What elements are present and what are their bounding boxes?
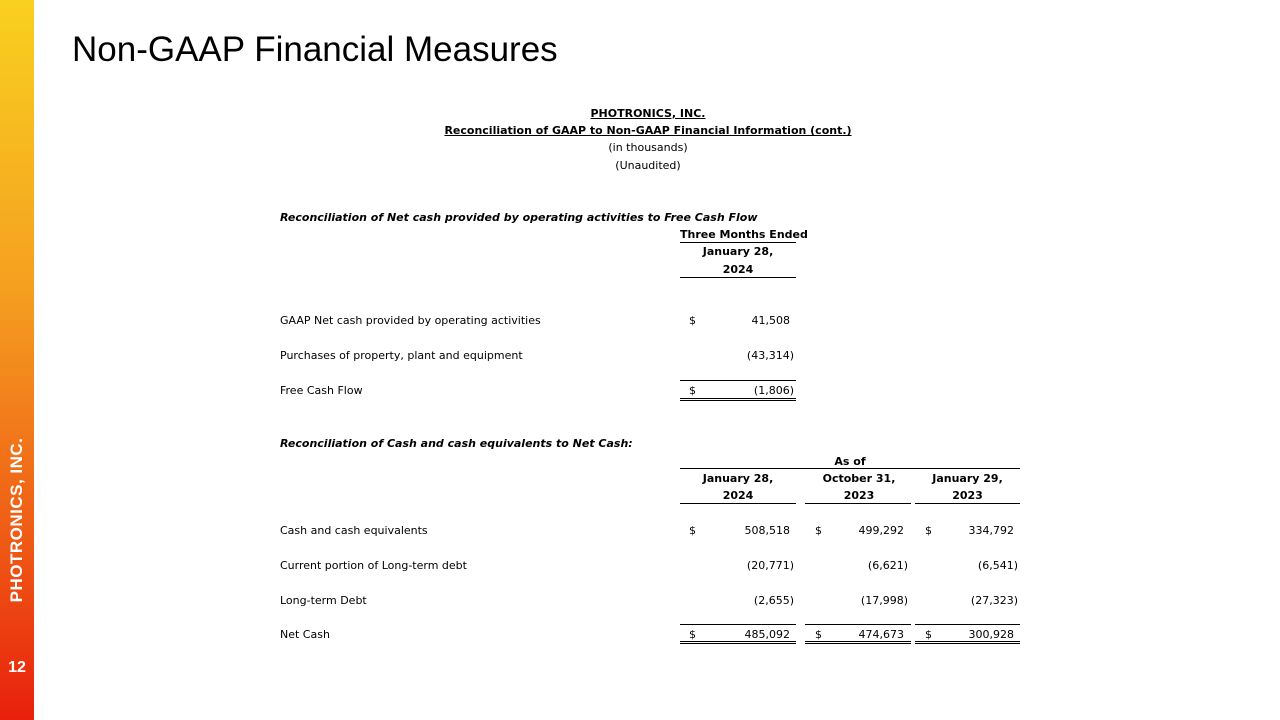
column-date-line2: 2024 xyxy=(722,489,754,502)
header-underline xyxy=(805,503,911,504)
dollar-sign: $ xyxy=(689,628,696,641)
dollar-sign: $ xyxy=(689,384,696,397)
row-value: 334,792 xyxy=(968,524,1014,537)
total-rule xyxy=(915,624,1020,625)
total-rule xyxy=(680,624,796,625)
column-date-line2: 2023 xyxy=(843,489,875,502)
row-value: 41,508 xyxy=(751,314,790,327)
row-value: (43,314) xyxy=(746,349,794,362)
dollar-sign: $ xyxy=(815,524,822,537)
brand-label: PHOTRONICS, INC. xyxy=(7,437,26,603)
row-value: 508,518 xyxy=(744,524,790,537)
row-value: (20,771) xyxy=(746,559,794,572)
page-number: 12 xyxy=(8,659,26,676)
row-label: Purchases of property, plant and equipment xyxy=(280,349,523,362)
header-underline xyxy=(915,503,1020,504)
row-value: 485,092 xyxy=(744,628,790,641)
dollar-sign: $ xyxy=(925,524,932,537)
row-label: GAAP Net cash provided by operating activities xyxy=(280,314,541,327)
row-value: (27,323) xyxy=(970,594,1018,607)
row-label: Current portion of Long-term debt xyxy=(280,559,467,572)
double-underline xyxy=(680,643,796,644)
dollar-sign: $ xyxy=(689,524,696,537)
row-label: Long-term Debt xyxy=(280,594,367,607)
total-rule xyxy=(805,624,911,625)
header-underline xyxy=(680,503,796,504)
dollar-sign: $ xyxy=(925,628,932,641)
audit-note: (Unaudited) xyxy=(615,159,681,172)
as-of-header: As of xyxy=(834,455,866,468)
sidebar-accent-bar xyxy=(0,0,34,720)
header-underline xyxy=(680,242,796,243)
fcf-period-header: Three Months Ended xyxy=(680,228,808,241)
row-label: Free Cash Flow xyxy=(280,384,363,397)
row-value: (2,655) xyxy=(753,594,794,607)
fcf-date-line1: January 28, xyxy=(702,245,774,258)
row-label: Net Cash xyxy=(280,628,330,641)
header-underline xyxy=(680,468,1020,469)
row-value: 474,673 xyxy=(858,628,904,641)
fcf-date-line2: 2024 xyxy=(722,263,754,276)
report-subtitle: Reconciliation of GAAP to Non-GAAP Financial Information (cont.) xyxy=(444,124,852,137)
row-value: (6,621) xyxy=(867,559,908,572)
slide-title: Non-GAAP Financial Measures xyxy=(72,30,558,69)
double-underline xyxy=(915,643,1020,644)
column-date-line2: 2023 xyxy=(952,489,983,502)
column-date-line1: January 29, xyxy=(932,472,1003,485)
double-underline xyxy=(680,398,796,399)
row-value: 499,292 xyxy=(858,524,904,537)
row-value: 300,928 xyxy=(968,628,1014,641)
double-underline xyxy=(680,400,796,401)
dollar-sign: $ xyxy=(815,628,822,641)
dollar-sign: $ xyxy=(689,314,696,327)
double-underline xyxy=(915,641,1020,642)
row-value: (1,806) xyxy=(753,384,794,397)
company-name: PHOTRONICS, INC. xyxy=(590,107,706,120)
units-note: (in thousands) xyxy=(608,141,688,154)
double-underline xyxy=(805,641,911,642)
row-value: (6,541) xyxy=(977,559,1018,572)
fcf-section-title: Reconciliation of Net cash provided by operating activities to Free Cash Flow xyxy=(280,211,758,224)
header-underline xyxy=(680,277,796,278)
column-date-line1: January 28, xyxy=(702,472,774,485)
net-cash-section-title: Reconciliation of Cash and cash equivalents to Net Cash: xyxy=(280,437,633,450)
double-underline xyxy=(680,641,796,642)
double-underline xyxy=(805,643,911,644)
row-label: Cash and cash equivalents xyxy=(280,524,428,537)
total-rule xyxy=(680,380,796,381)
column-date-line1: October 31, xyxy=(822,472,896,485)
row-value: (17,998) xyxy=(860,594,908,607)
